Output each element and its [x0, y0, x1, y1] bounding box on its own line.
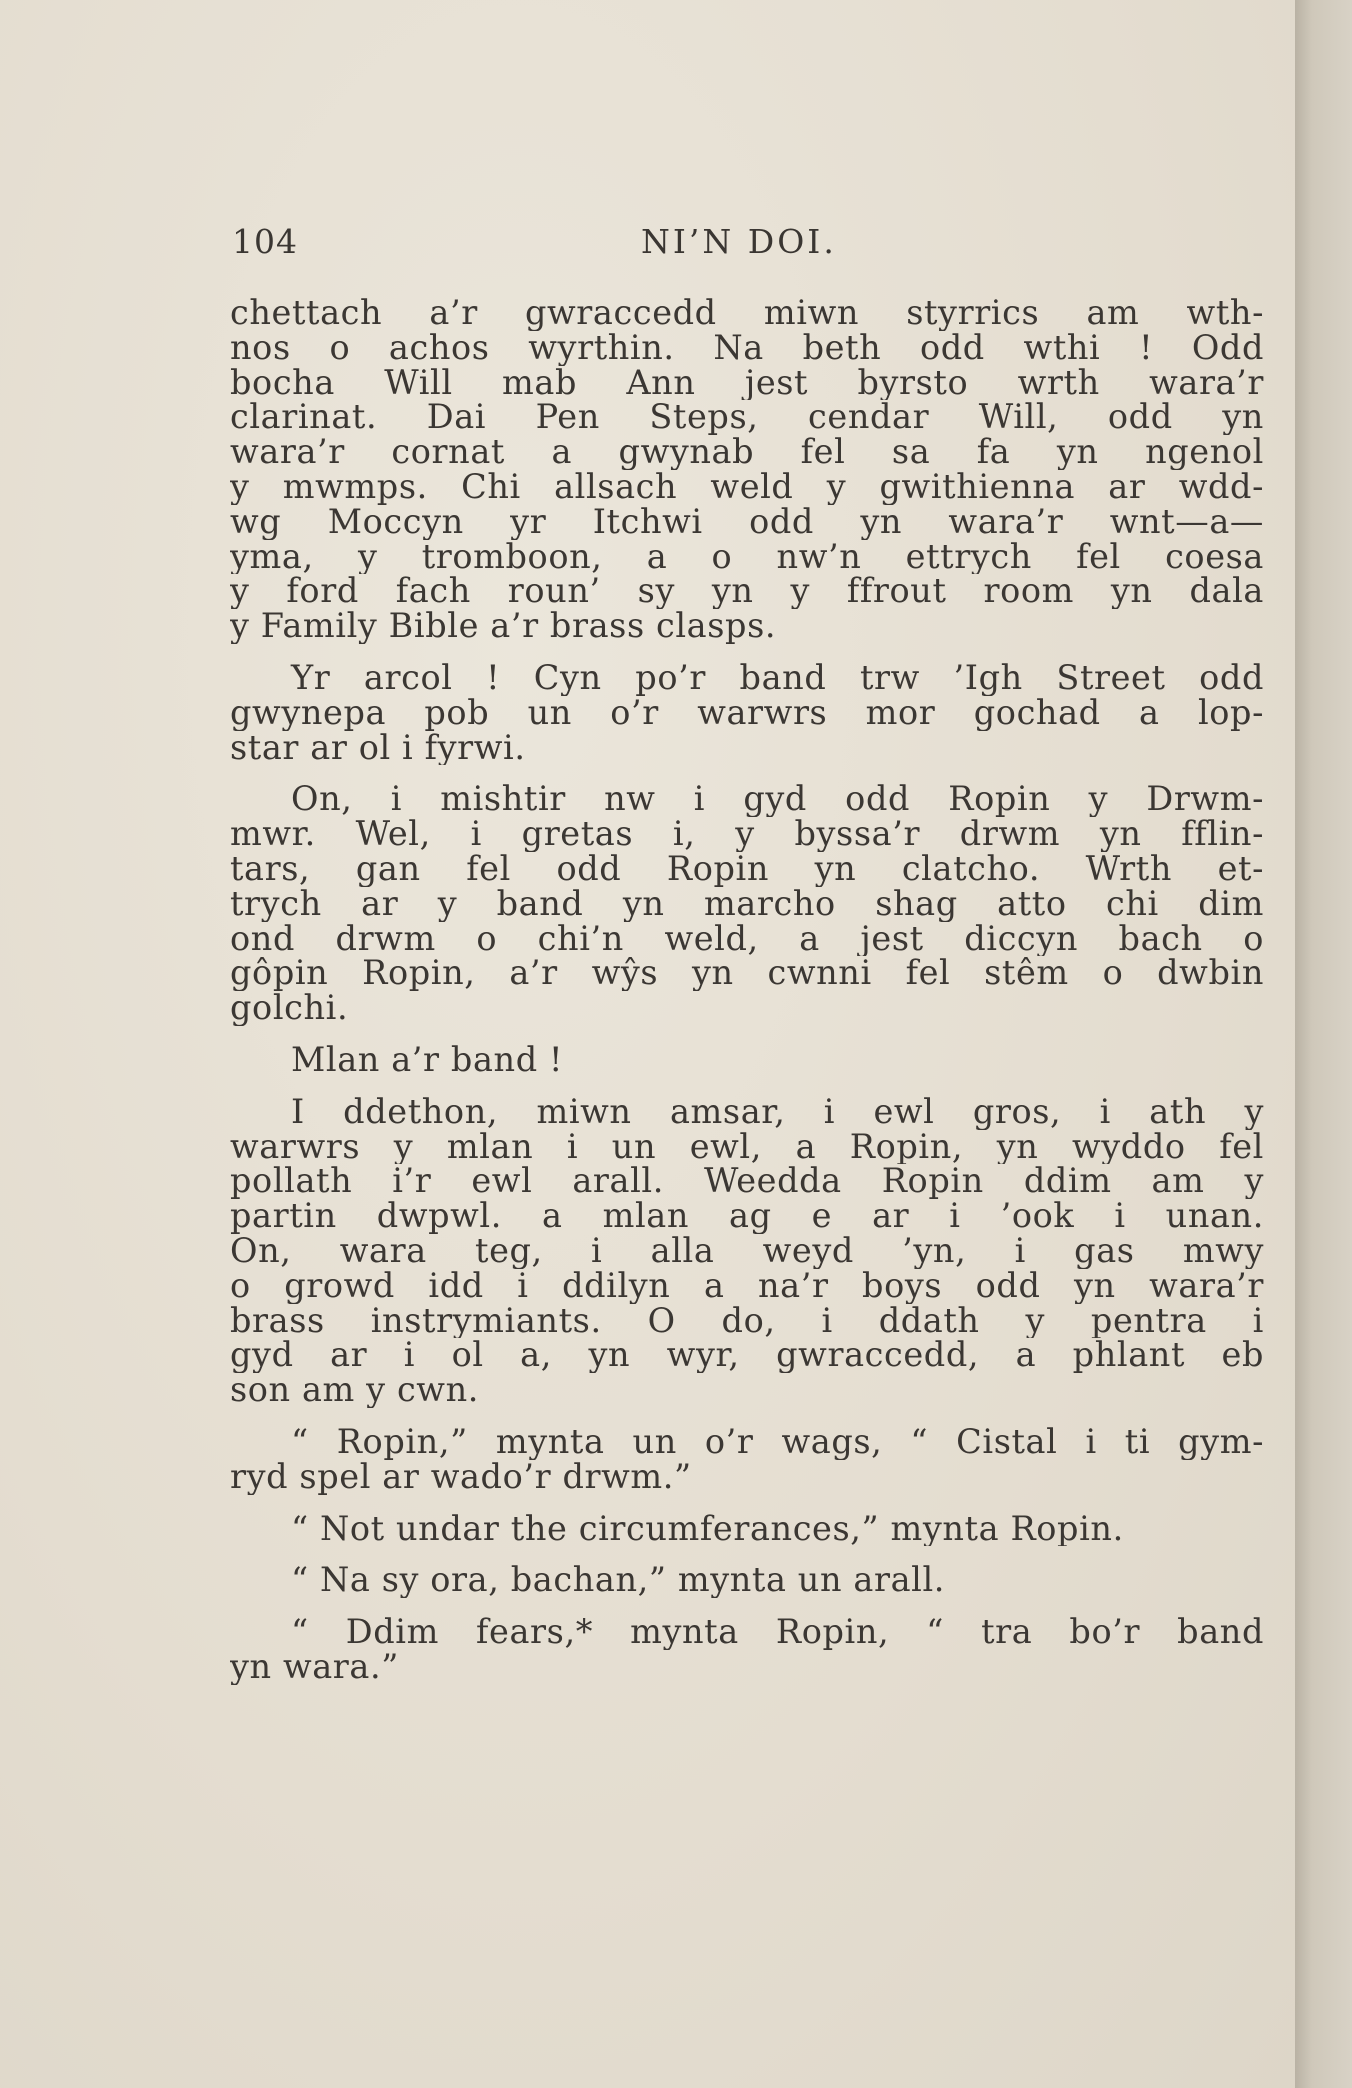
paragraph — [230, 1043, 1264, 1078]
text-line: partin dwpwl. a mlan ag e ar i ’ook i unan. — [230, 1199, 1264, 1234]
text-line: ond drwm o chi’n weld, a jest diccyn bach o — [230, 921, 1264, 957]
paragraph — [230, 1425, 1264, 1495]
text-line: wara’r cornat a gwynab fel sa fa yn ngenol — [230, 435, 1264, 470]
text-line: mwr. Wel, i gretas i, y byssa’r drwm yn fflin- — [230, 817, 1264, 852]
page-header — [232, 222, 1262, 262]
text-line: “ Not undar the circumferances,” mynta Ropin. — [291, 1511, 1124, 1547]
text-line: y mwmps. Chi allsach weld y gwithienna ar wdd- — [230, 469, 1264, 505]
paragraph — [230, 296, 1264, 644]
text-line: bocha Will mab Ann jest byrsto wrth wara’r — [230, 365, 1264, 401]
text-line: golchi. — [230, 991, 349, 1026]
text-line: y ford fach roun’ sy yn y ffrout room yn dala — [230, 574, 1264, 610]
paragraph — [230, 782, 1264, 1026]
body-text — [230, 296, 1264, 1702]
text-line: Yr arcol ! Cyn po’r band trw ’Igh Street odd — [291, 660, 1264, 696]
text-line: warwrs y mlan i un ewl, a Ropin, yn wyddo fel — [230, 1129, 1264, 1165]
text-line: yn wara.” — [230, 1649, 399, 1685]
paragraph — [230, 661, 1264, 765]
paragraph — [230, 1563, 1264, 1598]
page-edge — [1295, 0, 1352, 2088]
text-line: brass instrymiants. O do, i ddath y pentra i — [230, 1303, 1264, 1339]
text-line: ryd spel ar wado’r drwm.” — [230, 1459, 692, 1495]
text-line: y Family Bible a’r brass clasps. — [230, 609, 777, 644]
text-line: On, i mishtir nw i gyd odd Ropin y Drwm- — [291, 782, 1264, 818]
text-line: clarinat. Dai Pen Steps, cendar Will, odd yn — [230, 400, 1264, 436]
paragraph — [230, 1512, 1264, 1547]
running-head: NI’N DOI. — [641, 222, 837, 261]
text-line: “ Ropin,” mynta un o’r wags, “ Cistal i ti gym- — [291, 1424, 1264, 1460]
text-line: gôpin Ropin, a’r wŷs yn cwnni fel stêm o dwbin — [230, 956, 1264, 992]
text-line: On, wara teg, i alla weyd ’yn, i gas mwy — [230, 1233, 1264, 1269]
text-line: chettach a’r gwraccedd miwn styrrics am wth- — [230, 296, 1264, 331]
text-line: wg Moccyn yr Itchwi odd yn wara’r wnt—a— — [230, 504, 1264, 540]
text-line: “ Ddim fears,* mynta Ropin, “ tra bo’r band — [291, 1615, 1264, 1650]
text-line: tars, gan fel odd Ropin yn clatcho. Wrth et- — [230, 851, 1264, 887]
text-line: pollath i’r ewl arall. Weedda Ropin ddim am y — [230, 1164, 1264, 1200]
text-line: “ Na sy ora, bachan,” mynta un arall. — [291, 1563, 946, 1599]
text-line: yma, y tromboon, a o nw’n ettrych fel coesa — [230, 539, 1264, 575]
text-line: nos o achos wyrthin. Na beth odd wthi ! Odd — [230, 330, 1264, 366]
text-line: star ar ol i fyrwi. — [230, 730, 526, 766]
text-line: Mlan a’r band ! — [291, 1042, 564, 1078]
paragraph — [230, 1095, 1264, 1408]
text-line: I ddethon, miwn amsar, i ewl gros, i ath y — [291, 1094, 1264, 1130]
text-line: son am y cwn. — [230, 1373, 480, 1408]
text-line: gyd ar i ol a, yn wyr, gwraccedd, a phlant eb — [230, 1338, 1264, 1374]
text-line: trych ar y band yn marcho shag atto chi dim — [230, 886, 1264, 922]
text-line: gwynepa pob un o’r warwrs mor gochad a lop- — [230, 695, 1264, 731]
page-number: 104 — [232, 222, 298, 261]
text-line: o growd idd i ddilyn a na’r boys odd yn wara’r — [230, 1268, 1264, 1304]
paragraph — [230, 1615, 1264, 1685]
